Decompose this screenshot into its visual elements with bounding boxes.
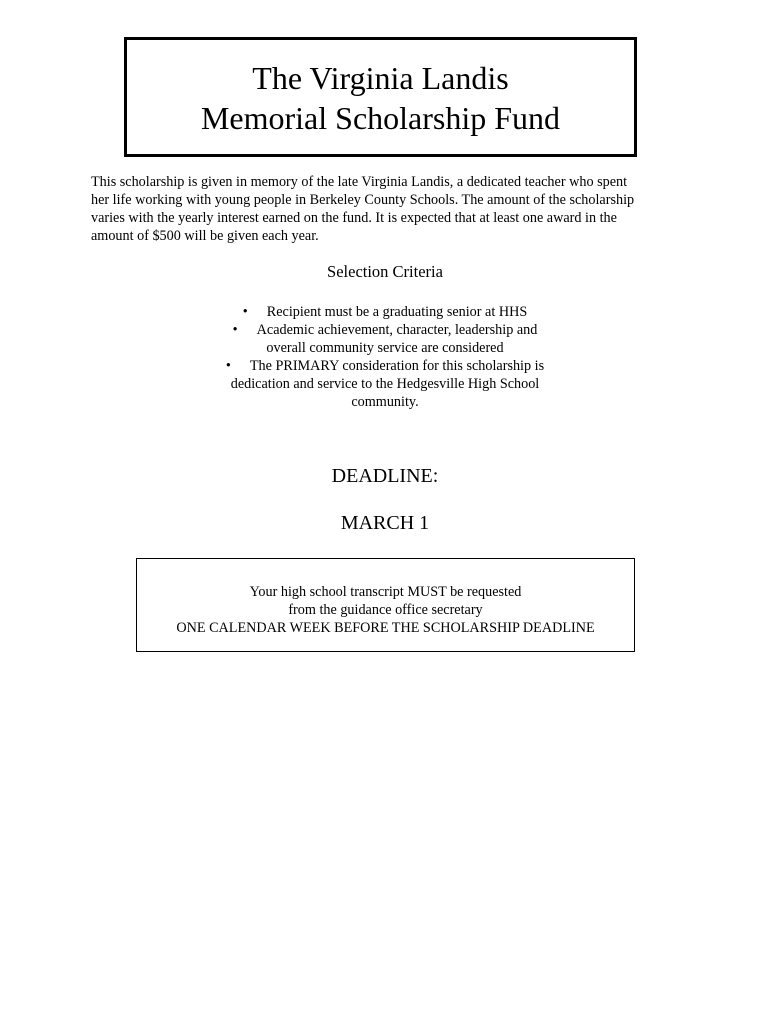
intro-line: This scholarship is given in memory of the late Virginia Landis, a dedicated teacher who spent: [91, 174, 628, 190]
criteria-text: The PRIMARY consideration for this scholarship is: [249, 358, 545, 374]
criteria-text-continued: community.: [351, 394, 419, 410]
intro-line: amount of $500 will be given each year.: [91, 228, 319, 244]
page-title-line-1: The Virginia Landis: [252, 60, 509, 96]
criteria-text: Academic achievement, character, leadership and: [256, 322, 538, 338]
criteria-line: [0, 303, 770, 321]
selection-criteria-heading: Selection Criteria: [327, 262, 443, 281]
bullet-icon: •: [232, 322, 238, 338]
bullet-icon: •: [225, 358, 231, 374]
criteria-text-continued: dedication and service to the Hedgesville High School: [230, 376, 540, 392]
criteria-line: [0, 357, 770, 375]
intro-paragraph: [91, 173, 683, 245]
selection-criteria-list: [0, 303, 770, 411]
criteria-line: [0, 321, 770, 339]
title-box: [124, 37, 637, 157]
intro-line: her life working with young people in Berkeley County Schools. The amount of the scholarship: [91, 192, 635, 208]
criteria-text: Recipient must be a graduating senior at HHS: [266, 304, 528, 320]
page-title-line-2: Memorial Scholarship Fund: [200, 100, 561, 136]
notice-line: from the guidance office secretary: [288, 602, 483, 618]
transcript-notice-box: [136, 558, 635, 652]
notice-line: Your high school transcript MUST be requested: [249, 584, 522, 600]
criteria-item-graduating-senior: [0, 303, 770, 321]
intro-line: varies with the yearly interest earned on the fund. It is expected that at least one award in the: [91, 210, 617, 226]
bullet-icon: •: [242, 304, 248, 320]
criteria-text-continued: overall community service are considered: [266, 340, 504, 356]
deadline-date: MARCH 1: [340, 512, 430, 534]
criteria-item-achievement: [0, 321, 770, 357]
criteria-item-primary-consideration: [0, 357, 770, 411]
deadline-label: DEADLINE:: [331, 465, 439, 487]
notice-line: ONE CALENDAR WEEK BEFORE THE SCHOLARSHIP DEADLINE: [176, 620, 595, 636]
